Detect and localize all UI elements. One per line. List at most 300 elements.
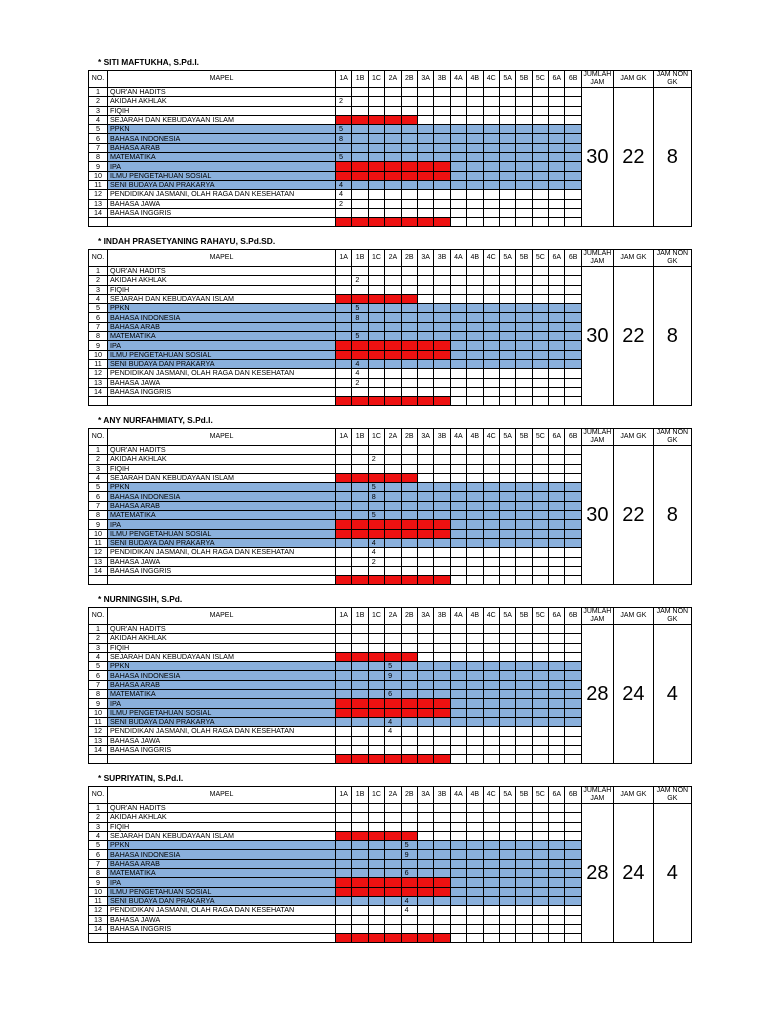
hours-cell (499, 915, 515, 924)
hours-cell (434, 464, 450, 473)
row-number: 6 (89, 850, 108, 859)
hours-cell (450, 529, 466, 538)
hours-cell (565, 529, 581, 538)
table-row (89, 88, 692, 97)
hours-cell (532, 350, 548, 359)
hours-cell (467, 350, 483, 359)
hours-cell (368, 171, 384, 180)
hours-cell (450, 369, 466, 378)
hours-cell (549, 378, 565, 387)
row-number: 4 (89, 294, 108, 303)
hours-cell (450, 634, 466, 643)
hours-cell (336, 511, 352, 520)
hours-cell (565, 304, 581, 313)
hours-cell: 4 (385, 727, 401, 736)
hours-cell (417, 125, 433, 134)
hours-cell (368, 125, 384, 134)
hours-cell (401, 153, 417, 162)
hours-cell (532, 199, 548, 208)
hours-cell (516, 934, 532, 943)
hours-cell (516, 313, 532, 322)
hours-cell (483, 850, 499, 859)
hours-cell (434, 548, 450, 557)
hours-cell (549, 218, 565, 227)
hours-cell (450, 934, 466, 943)
subject-name: IPA (108, 520, 336, 529)
row-number: 3 (89, 464, 108, 473)
hours-cell (549, 699, 565, 708)
hours-cell (532, 378, 548, 387)
hours-cell (401, 745, 417, 754)
hours-cell (467, 878, 483, 887)
row-number: 8 (89, 690, 108, 699)
hours-cell (565, 199, 581, 208)
hours-cell (450, 501, 466, 510)
hours-cell (385, 529, 401, 538)
hours-cell (352, 350, 368, 359)
hours-cell (467, 464, 483, 473)
header-class: 3A (417, 71, 433, 88)
hours-cell (516, 143, 532, 152)
hours-cell (385, 869, 401, 878)
subject-name: MATEMATIKA (108, 690, 336, 699)
hours-cell (467, 822, 483, 831)
hours-cell (483, 699, 499, 708)
hours-cell (336, 841, 352, 850)
hours-cell (385, 625, 401, 634)
hours-cell (549, 915, 565, 924)
header-class: 2A (385, 250, 401, 267)
hours-cell (499, 369, 515, 378)
hours-cell (336, 473, 352, 482)
header-class: 4C (483, 787, 499, 804)
header-class: 1B (352, 608, 368, 625)
row-number: 1 (89, 267, 108, 276)
hours-cell (417, 813, 433, 822)
hours-cell (532, 483, 548, 492)
hours-cell (352, 511, 368, 520)
hours-cell (385, 736, 401, 745)
hours-cell (516, 464, 532, 473)
hours-cell (401, 473, 417, 482)
hours-cell (434, 115, 450, 124)
hours-cell (499, 643, 515, 652)
hours-cell (434, 276, 450, 285)
hours-cell (549, 625, 565, 634)
hours-cell: 8 (368, 492, 384, 501)
hours-cell (549, 267, 565, 276)
hours-cell (336, 322, 352, 331)
hours-cell (385, 115, 401, 124)
header-jumlah-jam: JUMLAH JAM (583, 787, 612, 802)
hours-cell (385, 896, 401, 905)
hours-cell (532, 446, 548, 455)
hours-cell (549, 557, 565, 566)
hours-cell (450, 267, 466, 276)
hours-cell (516, 915, 532, 924)
hours-cell (336, 218, 352, 227)
hours-cell (467, 662, 483, 671)
row-number: 10 (89, 708, 108, 717)
hours-cell (434, 455, 450, 464)
hours-cell (368, 924, 384, 933)
hours-cell (549, 804, 565, 813)
hours-cell (450, 652, 466, 661)
hours-cell (385, 915, 401, 924)
hours-cell (368, 446, 384, 455)
hours-cell (483, 97, 499, 106)
hours-cell (336, 455, 352, 464)
hours-cell (352, 180, 368, 189)
hours-cell (565, 190, 581, 199)
header-class: 3B (434, 608, 450, 625)
subject-name: ILMU PENGETAHUAN SOSIAL (108, 350, 336, 359)
hours-cell (450, 180, 466, 189)
hours-cell (467, 643, 483, 652)
hours-cell (565, 218, 581, 227)
hours-cell (336, 755, 352, 764)
hours-cell (467, 143, 483, 152)
row-number: 6 (89, 313, 108, 322)
row-number: 3 (89, 822, 108, 831)
hours-cell (450, 322, 466, 331)
hours-cell (499, 727, 515, 736)
hours-cell (434, 934, 450, 943)
hours-cell (417, 717, 433, 726)
hours-cell (450, 341, 466, 350)
hours-cell (417, 548, 433, 557)
hours-cell (385, 652, 401, 661)
hours-cell (565, 359, 581, 368)
header-mapel: MAPEL (108, 787, 336, 804)
hours-cell (483, 143, 499, 152)
hours-cell (549, 887, 565, 896)
hours-cell (352, 680, 368, 689)
hours-cell (516, 492, 532, 501)
hours-cell (450, 699, 466, 708)
hours-cell (401, 464, 417, 473)
row-number: 1 (89, 625, 108, 634)
hours-cell (336, 831, 352, 840)
hours-cell (549, 850, 565, 859)
hours-cell (385, 359, 401, 368)
hours-cell (467, 831, 483, 840)
hours-cell (450, 162, 466, 171)
hours-cell (385, 125, 401, 134)
hours-cell (532, 143, 548, 152)
hours-cell (549, 841, 565, 850)
hours-cell (483, 755, 499, 764)
hours-cell (549, 736, 565, 745)
header-class: 4C (483, 429, 499, 446)
header-class: 2B (401, 250, 417, 267)
hours-cell (516, 745, 532, 754)
hours-cell (516, 88, 532, 97)
hours-cell (549, 501, 565, 510)
row-number (89, 218, 108, 227)
hours-cell (385, 520, 401, 529)
hours-cell (401, 566, 417, 575)
subject-name: ILMU PENGETAHUAN SOSIAL (108, 529, 336, 538)
hours-cell (516, 106, 532, 115)
header-class: 4B (467, 71, 483, 88)
hours-cell (532, 218, 548, 227)
hours-cell (352, 859, 368, 868)
hours-cell (499, 896, 515, 905)
hours-cell (417, 699, 433, 708)
hours-cell (434, 134, 450, 143)
hours-cell (336, 115, 352, 124)
row-number: 10 (89, 529, 108, 538)
hours-cell (450, 153, 466, 162)
hours-cell (499, 106, 515, 115)
hours-cell (434, 378, 450, 387)
hours-cell (483, 869, 499, 878)
row-number: 7 (89, 859, 108, 868)
hours-cell (565, 313, 581, 322)
hours-cell (499, 455, 515, 464)
hours-cell (417, 492, 433, 501)
hours-cell (417, 473, 433, 482)
hours-cell (417, 276, 433, 285)
header-class: 1A (336, 250, 352, 267)
hours-cell (516, 267, 532, 276)
hours-cell: 2 (368, 455, 384, 464)
hours-cell (549, 115, 565, 124)
hours-cell (385, 906, 401, 915)
hours-cell (450, 387, 466, 396)
hours-cell (499, 841, 515, 850)
hours-cell (352, 446, 368, 455)
hours-cell (483, 501, 499, 510)
hours-cell (483, 218, 499, 227)
hours-cell (499, 822, 515, 831)
hours-cell (450, 397, 466, 406)
header-class: 4B (467, 250, 483, 267)
hours-cell (450, 106, 466, 115)
hours-cell: 2 (368, 557, 384, 566)
hours-cell (417, 869, 433, 878)
hours-cell (385, 841, 401, 850)
hours-cell (336, 208, 352, 217)
hours-cell (385, 924, 401, 933)
hours-cell (352, 455, 368, 464)
hours-cell (483, 671, 499, 680)
hours-cell (368, 378, 384, 387)
hours-cell (483, 304, 499, 313)
hours-cell (401, 727, 417, 736)
hours-cell (368, 153, 384, 162)
hours-cell (401, 652, 417, 661)
hours-cell (385, 218, 401, 227)
header-class: 6A (549, 250, 565, 267)
hours-cell (532, 520, 548, 529)
hours-cell (434, 878, 450, 887)
hours-cell (401, 755, 417, 764)
hours-cell (549, 869, 565, 878)
hours-cell (417, 359, 433, 368)
row-number: 11 (89, 359, 108, 368)
hours-cell (417, 378, 433, 387)
hours-cell (532, 171, 548, 180)
hours-cell (467, 285, 483, 294)
hours-cell (532, 699, 548, 708)
hours-cell (549, 190, 565, 199)
hours-cell (467, 680, 483, 689)
hours-cell (401, 387, 417, 396)
hours-cell (565, 813, 581, 822)
hours-cell (401, 162, 417, 171)
hours-cell (499, 690, 515, 699)
hours-cell: 2 (352, 276, 368, 285)
hours-cell (434, 557, 450, 566)
hours-cell (352, 548, 368, 557)
hours-cell (467, 378, 483, 387)
hours-cell (336, 708, 352, 717)
row-number: 8 (89, 869, 108, 878)
hours-cell (368, 501, 384, 510)
subject-name: ILMU PENGETAHUAN SOSIAL (108, 171, 336, 180)
hours-cell (434, 171, 450, 180)
hours-cell (434, 218, 450, 227)
subject-name: PENDIDIKAN JASMANI, OLAH RAGA DAN KESEHATAN (108, 369, 336, 378)
hours-cell (385, 859, 401, 868)
hours-cell (401, 548, 417, 557)
hours-cell (467, 520, 483, 529)
hours-cell (450, 662, 466, 671)
hours-cell (336, 822, 352, 831)
hours-cell (450, 831, 466, 840)
header-class: 3B (434, 71, 450, 88)
hours-cell (516, 887, 532, 896)
hours-cell (499, 548, 515, 557)
hours-cell (532, 304, 548, 313)
hours-cell (401, 878, 417, 887)
subject-name: BAHASA INDONESIA (108, 850, 336, 859)
header-mapel: MAPEL (108, 71, 336, 88)
table-row (89, 804, 692, 813)
hours-cell (483, 455, 499, 464)
hours-cell (352, 924, 368, 933)
hours-cell (434, 736, 450, 745)
hours-cell (450, 680, 466, 689)
hours-cell (368, 218, 384, 227)
hours-cell (483, 162, 499, 171)
hours-cell (467, 924, 483, 933)
hours-cell (467, 850, 483, 859)
hours-cell (336, 276, 352, 285)
hours-cell (467, 88, 483, 97)
header-class: 6A (549, 429, 565, 446)
hours-cell (368, 887, 384, 896)
hours-cell (368, 313, 384, 322)
hours-cell (516, 736, 532, 745)
subject-name: SENI BUDAYA DAN PRAKARYA (108, 717, 336, 726)
hours-cell (401, 717, 417, 726)
hours-cell (401, 359, 417, 368)
hours-cell (483, 634, 499, 643)
hours-cell (385, 634, 401, 643)
hours-cell (467, 717, 483, 726)
hours-cell: 5 (385, 662, 401, 671)
hours-cell (499, 125, 515, 134)
hours-cell (417, 887, 433, 896)
subject-name: BAHASA ARAB (108, 501, 336, 510)
hours-cell (532, 529, 548, 538)
hours-cell (549, 313, 565, 322)
hours-cell (336, 878, 352, 887)
hours-cell (434, 699, 450, 708)
hours-cell (385, 548, 401, 557)
hours-cell (499, 304, 515, 313)
row-number: 12 (89, 548, 108, 557)
hours-cell (434, 566, 450, 575)
hours-cell (483, 106, 499, 115)
hours-cell (368, 906, 384, 915)
hours-cell (532, 134, 548, 143)
header-class: 2A (385, 608, 401, 625)
hours-cell (401, 699, 417, 708)
schedule-table (88, 249, 692, 406)
hours-cell (352, 699, 368, 708)
hours-cell (450, 378, 466, 387)
header-jam-gk: JAM GK (613, 608, 653, 625)
hours-cell (368, 869, 384, 878)
header-jam-non-gk: JAM NON GK (653, 250, 691, 267)
hours-cell (417, 446, 433, 455)
hours-cell (434, 473, 450, 482)
hours-cell (499, 322, 515, 331)
hours-cell (565, 267, 581, 276)
hours-cell (532, 915, 548, 924)
row-number: 2 (89, 455, 108, 464)
subject-name: BAHASA JAWA (108, 557, 336, 566)
hours-cell (516, 625, 532, 634)
jam-gk-value: 22 (613, 446, 653, 585)
hours-cell (516, 501, 532, 510)
hours-cell (450, 896, 466, 905)
hours-cell (385, 850, 401, 859)
hours-cell (499, 557, 515, 566)
hours-cell (450, 906, 466, 915)
hours-cell (483, 322, 499, 331)
hours-cell (368, 350, 384, 359)
hours-cell (368, 708, 384, 717)
table-row (89, 446, 692, 455)
hours-cell (401, 378, 417, 387)
hours-cell (450, 538, 466, 547)
hours-cell (467, 804, 483, 813)
hours-cell (467, 304, 483, 313)
hours-cell (434, 896, 450, 905)
hours-cell (483, 566, 499, 575)
hours-cell (352, 171, 368, 180)
hours-cell (565, 294, 581, 303)
hours-cell (483, 511, 499, 520)
hours-cell (401, 276, 417, 285)
header-mapel: MAPEL (108, 250, 336, 267)
hours-cell (417, 501, 433, 510)
hours-cell (483, 397, 499, 406)
hours-cell (434, 708, 450, 717)
hours-cell (368, 680, 384, 689)
hours-cell (532, 813, 548, 822)
header-no: NO. (89, 71, 108, 88)
header-class: 1B (352, 250, 368, 267)
hours-cell (417, 106, 433, 115)
hours-cell (417, 97, 433, 106)
subject-name: ILMU PENGETAHUAN SOSIAL (108, 708, 336, 717)
